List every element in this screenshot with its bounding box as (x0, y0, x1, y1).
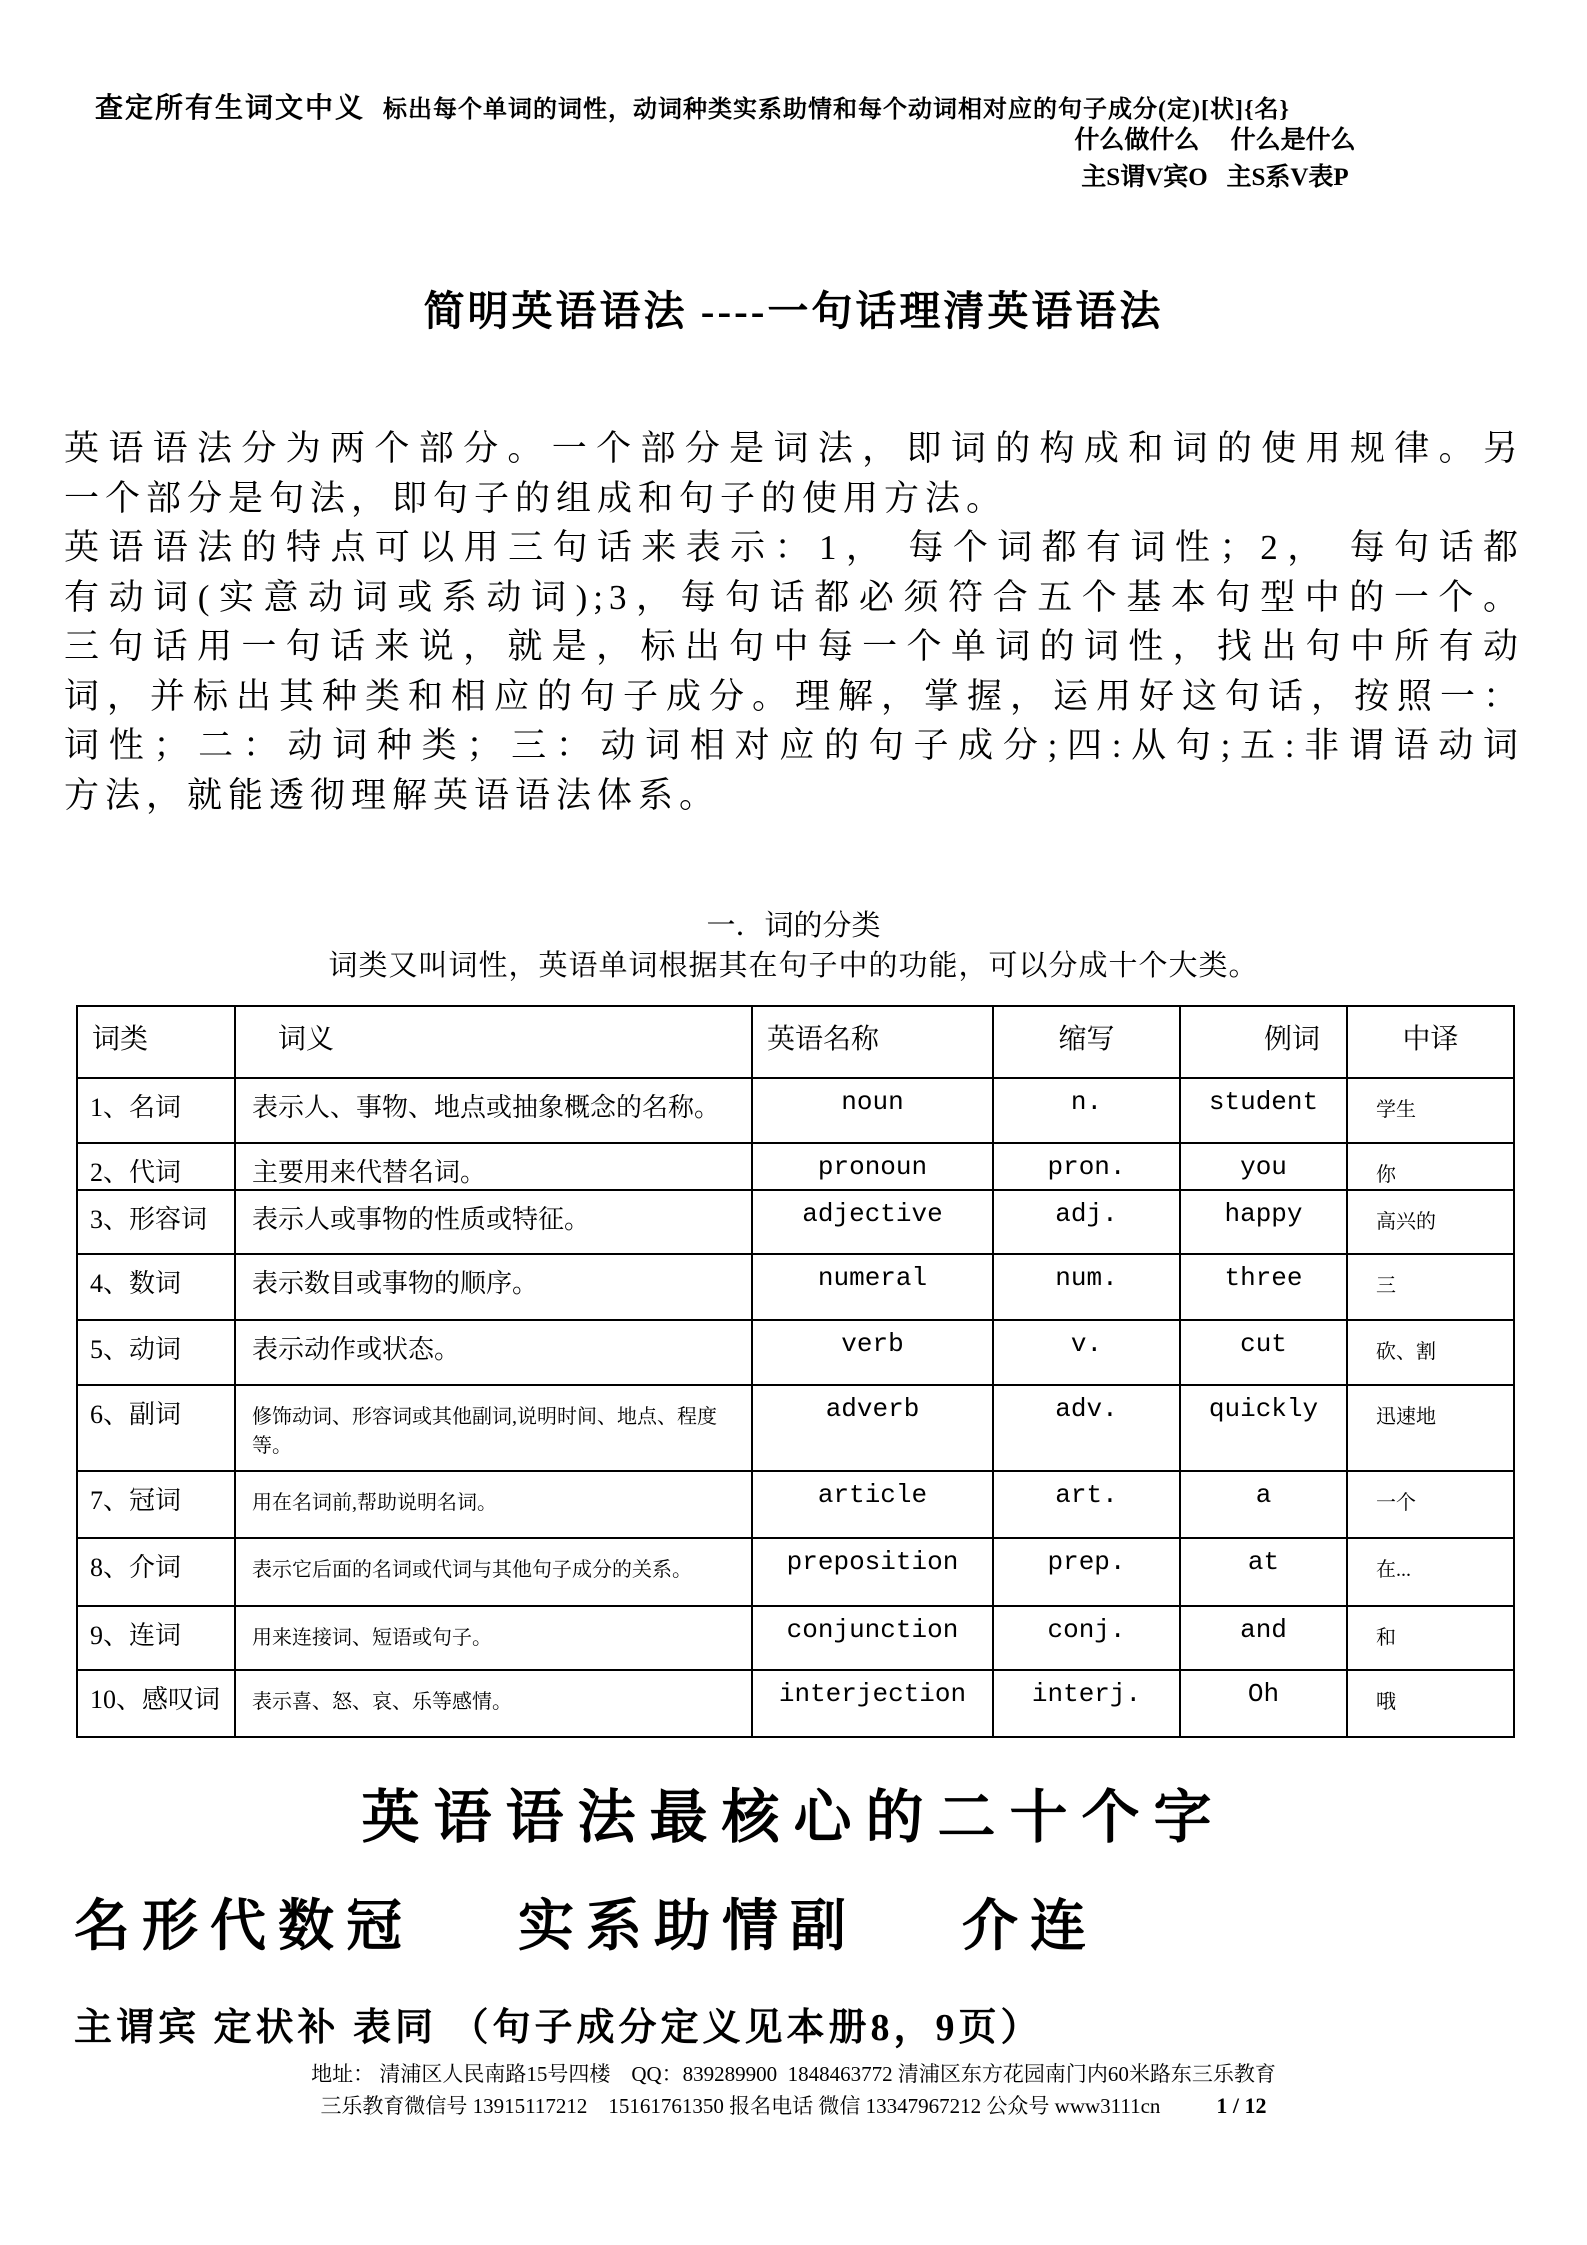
cell-category: 6、副词 (77, 1385, 235, 1471)
table-row (77, 1143, 1514, 1190)
footer-contact-line (0, 2090, 1587, 2122)
cell-translation: 三 (1347, 1254, 1514, 1320)
cell-abbr: conj. (993, 1606, 1180, 1670)
core-sentence-elements-line: 主谓宾 定状补 表同 （句子成分定义见本册8，9页） (74, 2007, 1043, 2049)
cell-abbr: n. (993, 1078, 1180, 1143)
cell-abbr: adv. (993, 1385, 1180, 1471)
cell-example: three (1180, 1254, 1347, 1320)
cell-translation: 学生 (1347, 1078, 1514, 1143)
cell-category: 8、介词 (77, 1538, 235, 1606)
top-annotation-rest: 标出每个单词的词性，动词种类实系助情和每个动词相对应的句子成分(定)[状]{名} (383, 97, 1290, 123)
section-subheading: 词类又叫词性，英语单词根据其在句子中的功能，可以分成十个大类。 (328, 950, 1259, 982)
cell-example: you (1180, 1143, 1347, 1190)
intro-line: 词性；二：动词种类；三：动词相对应的句子成分;四:从句;五:非谓语动词 (64, 726, 1524, 765)
formula-svo-svp: 主S谓V宾O 主S系V表P (1081, 164, 1349, 191)
section-heading: 一．词的分类 (706, 910, 881, 942)
table-row (77, 1254, 1514, 1320)
col-header-category: 词类 (77, 1006, 235, 1078)
cell-english: verb (752, 1320, 993, 1385)
table-row (77, 1538, 1514, 1606)
cell-category: 2、代词 (77, 1143, 235, 1190)
cell-abbr: prep. (993, 1538, 1180, 1606)
top-annotation-lead: 查定所有生词文中义 (95, 93, 366, 124)
cell-example: student (1180, 1078, 1347, 1143)
cell-english: noun (752, 1078, 993, 1143)
cell-english: pronoun (752, 1143, 993, 1190)
cell-english: numeral (752, 1254, 993, 1320)
cell-meaning: 表示动作或状态。 (235, 1320, 752, 1385)
cell-example: a (1180, 1471, 1347, 1538)
col-header-example: 例词 (1180, 1006, 1347, 1078)
cell-category: 4、数词 (77, 1254, 235, 1320)
cell-category: 9、连词 (77, 1606, 235, 1670)
cell-abbr: art. (993, 1471, 1180, 1538)
cell-translation: 迅速地 (1347, 1385, 1514, 1471)
col-header-translation: 中译 (1347, 1006, 1514, 1078)
col-header-abbr: 缩写 (993, 1006, 1180, 1078)
table-row (77, 1670, 1514, 1737)
page-footer (0, 2058, 1587, 2122)
table-row (77, 1078, 1514, 1143)
cell-translation: 一个 (1347, 1471, 1514, 1538)
cell-meaning: 修饰动词、形容词或其他副词,说明时间、地点、程度等。 (235, 1385, 752, 1471)
core-heading: 英语语法最核心的二十个字 (361, 1785, 1226, 1850)
cell-meaning: 表示人、事物、地点或抽象概念的名称。 (235, 1078, 752, 1143)
cell-abbr: pron. (993, 1143, 1180, 1190)
cell-meaning: 表示喜、怒、哀、乐等感情。 (235, 1670, 752, 1737)
cell-translation: 高兴的 (1347, 1190, 1514, 1254)
cell-english: interjection (752, 1670, 993, 1737)
cell-english: conjunction (752, 1606, 993, 1670)
cell-translation: 在... (1347, 1538, 1514, 1606)
page-title: 简明英语语法 ----一句话理清英语语法 (423, 288, 1164, 334)
page-number: 1 / 12 (1216, 2093, 1267, 2118)
intro-line: 词，并标出其种类和相应的句子成分。理解，掌握，运用好这句话，按照一： (64, 676, 1524, 716)
cell-category: 10、感叹词 (77, 1670, 235, 1737)
intro-line: 三句话用一句话来说，就是，标出句中每一个单词的词性，找出句中所有动 (64, 627, 1524, 666)
footer-address-line: 地址： 清浦区人民南路15号四楼 QQ：839289900 1848463772 清浦区东方花园南门内60米路东三乐教育 (311, 2062, 1276, 2086)
cell-example: at (1180, 1538, 1347, 1606)
cell-category: 3、形容词 (77, 1190, 235, 1254)
top-annotation-line (95, 86, 1545, 126)
cell-example: and (1180, 1606, 1347, 1670)
cell-meaning: 表示人或事物的性质或特征。 (235, 1190, 752, 1254)
cell-translation: 和 (1347, 1606, 1514, 1670)
table-row (77, 1190, 1514, 1254)
cell-english: adjective (752, 1190, 993, 1254)
intro-line: 有动词(实意动词或系动词);3，每句话都必须符合五个基本句型中的一个。 (64, 577, 1524, 617)
cell-translation: 你 (1347, 1143, 1514, 1190)
cell-meaning: 表示它后面的名词或代词与其他句子成分的关系。 (235, 1538, 752, 1606)
formula-what-does-what: 什么做什么 什么是什么 (1074, 127, 1356, 154)
cell-meaning: 用来连接词、短语或句子。 (235, 1606, 752, 1670)
cell-translation: 哦 (1347, 1670, 1514, 1737)
table-row (77, 1471, 1514, 1538)
cell-abbr: adj. (993, 1190, 1180, 1254)
intro-line: 一个部分是句法，即句子的组成和句子的使用方法。 (64, 478, 1008, 518)
col-header-english: 英语名称 (752, 1006, 993, 1078)
cell-meaning: 主要用来代替名词。 (235, 1143, 752, 1190)
intro-line: 英语语法分为两个部分。一个部分是词法，即词的构成和词的使用规律。另 (64, 429, 1524, 468)
cell-category: 1、名词 (77, 1078, 235, 1143)
core-word-classes-line: 名形代数冠 实系助情副 介连 (74, 1896, 1098, 1958)
footer-contact-text: 三乐教育微信号 13915117212 15161761350 报名电话 微信 13347967212 公众号 www3111cn (320, 2094, 1161, 2118)
cell-example: happy (1180, 1190, 1347, 1254)
cell-example: quickly (1180, 1385, 1347, 1471)
cell-abbr: interj. (993, 1670, 1180, 1737)
cell-example: Oh (1180, 1670, 1347, 1737)
table-row (77, 1385, 1514, 1471)
cell-abbr: v. (993, 1320, 1180, 1385)
cell-english: adverb (752, 1385, 993, 1471)
cell-abbr: num. (993, 1254, 1180, 1320)
col-header-meaning: 词义 (235, 1006, 752, 1078)
intro-line: 英语语法的特点可以用三句话来表示：1， 每个词都有词性；2， 每句话都 (64, 528, 1524, 567)
cell-meaning: 表示数目或事物的顺序。 (235, 1254, 752, 1320)
table-row (77, 1320, 1514, 1385)
cell-meaning: 用在名词前,帮助说明名词。 (235, 1471, 752, 1538)
table-row (77, 1606, 1514, 1670)
cell-category: 7、冠词 (77, 1471, 235, 1538)
cell-translation: 砍、割 (1347, 1320, 1514, 1385)
cell-category: 5、动词 (77, 1320, 235, 1385)
intro-line: 方法，就能透彻理解英语语法体系。 (64, 775, 721, 815)
table-header-row (77, 1006, 1514, 1078)
top-annotation-formulas (1005, 122, 1425, 196)
word-classes-table (76, 1005, 1515, 1738)
intro-paragraph (64, 424, 1524, 820)
cell-english: preposition (752, 1538, 993, 1606)
cell-example: cut (1180, 1320, 1347, 1385)
cell-english: article (752, 1471, 993, 1538)
